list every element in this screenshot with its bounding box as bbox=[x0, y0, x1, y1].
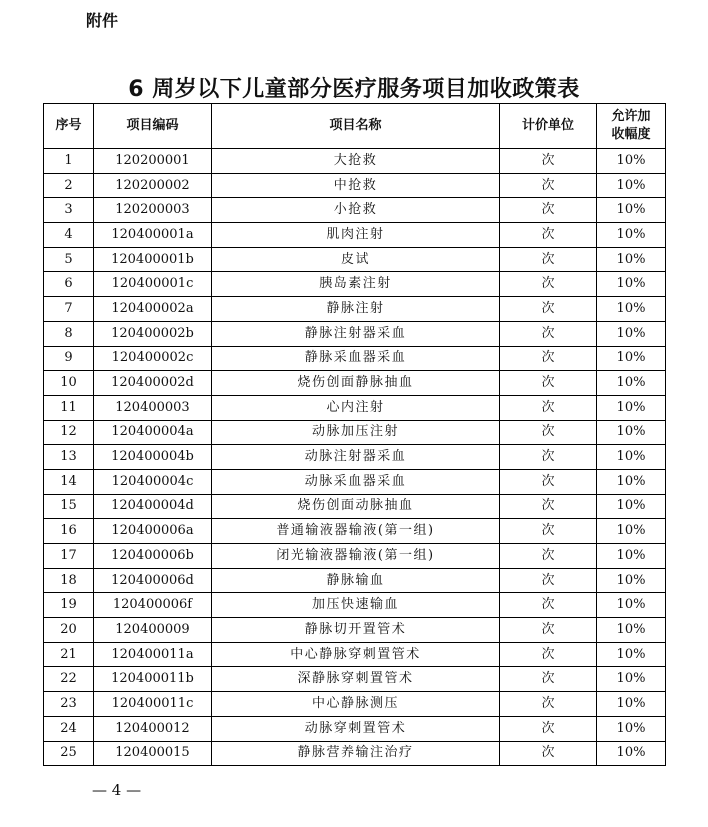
cell-rate: 10% bbox=[597, 198, 666, 223]
cell-code: 120400002d bbox=[94, 371, 212, 396]
table-row bbox=[44, 667, 666, 692]
cell-unit: 次 bbox=[500, 667, 597, 692]
cell-seq: 22 bbox=[44, 667, 94, 692]
cell-name: 静脉切开置管术 bbox=[212, 618, 500, 643]
pricing-table bbox=[43, 103, 666, 766]
cell-name: 静脉注射器采血 bbox=[212, 321, 500, 346]
cell-seq: 10 bbox=[44, 371, 94, 396]
cell-code: 120400001c bbox=[94, 272, 212, 297]
cell-name: 中抢救 bbox=[212, 173, 500, 198]
table-row bbox=[44, 223, 666, 248]
cell-seq: 6 bbox=[44, 272, 94, 297]
cell-seq: 7 bbox=[44, 297, 94, 322]
table-row bbox=[44, 420, 666, 445]
cell-rate: 10% bbox=[597, 667, 666, 692]
table-row bbox=[44, 716, 666, 741]
cell-rate: 10% bbox=[597, 420, 666, 445]
table-row bbox=[44, 321, 666, 346]
cell-rate: 10% bbox=[597, 618, 666, 643]
cell-name: 闭光输液器输液(第一组) bbox=[212, 544, 500, 569]
table-row bbox=[44, 494, 666, 519]
cell-code: 120400004c bbox=[94, 469, 212, 494]
cell-seq: 3 bbox=[44, 198, 94, 223]
cell-code: 120400006b bbox=[94, 544, 212, 569]
cell-code: 120400006d bbox=[94, 568, 212, 593]
cell-seq: 18 bbox=[44, 568, 94, 593]
cell-name: 动脉采血器采血 bbox=[212, 469, 500, 494]
cell-unit: 次 bbox=[500, 371, 597, 396]
cell-name: 小抢救 bbox=[212, 198, 500, 223]
cell-rate: 10% bbox=[597, 692, 666, 717]
cell-unit: 次 bbox=[500, 692, 597, 717]
cell-rate: 10% bbox=[597, 321, 666, 346]
cell-rate: 10% bbox=[597, 469, 666, 494]
cell-code: 120400009 bbox=[94, 618, 212, 643]
cell-name: 静脉输血 bbox=[212, 568, 500, 593]
cell-rate: 10% bbox=[597, 247, 666, 272]
table-row bbox=[44, 149, 666, 174]
cell-name: 普通输液器输液(第一组) bbox=[212, 519, 500, 544]
table-row bbox=[44, 544, 666, 569]
cell-seq: 2 bbox=[44, 173, 94, 198]
cell-code: 120400004b bbox=[94, 445, 212, 470]
cell-rate: 10% bbox=[597, 395, 666, 420]
cell-unit: 次 bbox=[500, 173, 597, 198]
table-row bbox=[44, 272, 666, 297]
cell-code: 120400002a bbox=[94, 297, 212, 322]
cell-seq: 1 bbox=[44, 149, 94, 174]
cell-code: 120400011b bbox=[94, 667, 212, 692]
cell-rate: 10% bbox=[597, 741, 666, 766]
cell-seq: 12 bbox=[44, 420, 94, 445]
cell-seq: 4 bbox=[44, 223, 94, 248]
cell-name: 肌肉注射 bbox=[212, 223, 500, 248]
cell-seq: 20 bbox=[44, 618, 94, 643]
cell-name: 静脉营养输注治疗 bbox=[212, 741, 500, 766]
table-row bbox=[44, 247, 666, 272]
header-name: 项目名称 bbox=[212, 104, 500, 149]
page-number: — 4 — bbox=[92, 781, 142, 799]
cell-rate: 10% bbox=[597, 223, 666, 248]
cell-code: 120200002 bbox=[94, 173, 212, 198]
table-row bbox=[44, 371, 666, 396]
cell-unit: 次 bbox=[500, 618, 597, 643]
cell-unit: 次 bbox=[500, 469, 597, 494]
cell-unit: 次 bbox=[500, 247, 597, 272]
cell-name: 烧伤创面动脉抽血 bbox=[212, 494, 500, 519]
cell-code: 120400004a bbox=[94, 420, 212, 445]
cell-code: 120400015 bbox=[94, 741, 212, 766]
cell-rate: 10% bbox=[597, 371, 666, 396]
cell-code: 120200001 bbox=[94, 149, 212, 174]
table-row bbox=[44, 593, 666, 618]
cell-name: 心内注射 bbox=[212, 395, 500, 420]
cell-seq: 17 bbox=[44, 544, 94, 569]
cell-rate: 10% bbox=[597, 519, 666, 544]
cell-rate: 10% bbox=[597, 494, 666, 519]
cell-unit: 次 bbox=[500, 297, 597, 322]
cell-unit: 次 bbox=[500, 321, 597, 346]
cell-code: 120400001b bbox=[94, 247, 212, 272]
header-code: 项目编码 bbox=[94, 104, 212, 149]
cell-seq: 5 bbox=[44, 247, 94, 272]
cell-rate: 10% bbox=[597, 346, 666, 371]
cell-unit: 次 bbox=[500, 272, 597, 297]
cell-seq: 21 bbox=[44, 642, 94, 667]
cell-name: 中心静脉测压 bbox=[212, 692, 500, 717]
cell-rate: 10% bbox=[597, 272, 666, 297]
table-header-row bbox=[44, 104, 666, 149]
cell-code: 120400012 bbox=[94, 716, 212, 741]
cell-seq: 19 bbox=[44, 593, 94, 618]
cell-rate: 10% bbox=[597, 297, 666, 322]
cell-name: 静脉注射 bbox=[212, 297, 500, 322]
cell-seq: 24 bbox=[44, 716, 94, 741]
cell-seq: 11 bbox=[44, 395, 94, 420]
cell-seq: 15 bbox=[44, 494, 94, 519]
cell-unit: 次 bbox=[500, 420, 597, 445]
cell-unit: 次 bbox=[500, 198, 597, 223]
cell-unit: 次 bbox=[500, 568, 597, 593]
cell-seq: 16 bbox=[44, 519, 94, 544]
header-rate-line2: 收幅度 bbox=[611, 127, 651, 142]
cell-seq: 25 bbox=[44, 741, 94, 766]
table-row bbox=[44, 297, 666, 322]
table-row bbox=[44, 618, 666, 643]
cell-rate: 10% bbox=[597, 445, 666, 470]
cell-unit: 次 bbox=[500, 445, 597, 470]
header-rate bbox=[597, 104, 666, 149]
cell-unit: 次 bbox=[500, 544, 597, 569]
cell-code: 120400003 bbox=[94, 395, 212, 420]
cell-rate: 10% bbox=[597, 544, 666, 569]
cell-name: 中心静脉穿刺置管术 bbox=[212, 642, 500, 667]
table-row bbox=[44, 173, 666, 198]
cell-rate: 10% bbox=[597, 593, 666, 618]
cell-unit: 次 bbox=[500, 593, 597, 618]
cell-unit: 次 bbox=[500, 223, 597, 248]
attachment-label: 附件 bbox=[86, 11, 119, 30]
table-row bbox=[44, 568, 666, 593]
header-rate-line1: 允许加 bbox=[611, 109, 651, 124]
cell-seq: 8 bbox=[44, 321, 94, 346]
cell-unit: 次 bbox=[500, 716, 597, 741]
cell-name: 加压快速输血 bbox=[212, 593, 500, 618]
cell-name: 胰岛素注射 bbox=[212, 272, 500, 297]
cell-code: 120400011a bbox=[94, 642, 212, 667]
cell-name: 动脉注射器采血 bbox=[212, 445, 500, 470]
cell-code: 120400001a bbox=[94, 223, 212, 248]
cell-code: 120200003 bbox=[94, 198, 212, 223]
cell-unit: 次 bbox=[500, 149, 597, 174]
cell-name: 动脉加压注射 bbox=[212, 420, 500, 445]
cell-name: 皮试 bbox=[212, 247, 500, 272]
cell-code: 120400006f bbox=[94, 593, 212, 618]
cell-seq: 9 bbox=[44, 346, 94, 371]
cell-code: 120400006a bbox=[94, 519, 212, 544]
table-row bbox=[44, 198, 666, 223]
table-row bbox=[44, 395, 666, 420]
cell-code: 120400011c bbox=[94, 692, 212, 717]
page-title: 6 周岁以下儿童部分医疗服务项目加收政策表 bbox=[128, 77, 580, 102]
table-row bbox=[44, 741, 666, 766]
table-row bbox=[44, 519, 666, 544]
cell-seq: 14 bbox=[44, 469, 94, 494]
table-row bbox=[44, 642, 666, 667]
cell-seq: 23 bbox=[44, 692, 94, 717]
cell-rate: 10% bbox=[597, 173, 666, 198]
table-row bbox=[44, 692, 666, 717]
cell-code: 120400004d bbox=[94, 494, 212, 519]
cell-rate: 10% bbox=[597, 716, 666, 741]
cell-rate: 10% bbox=[597, 568, 666, 593]
cell-unit: 次 bbox=[500, 494, 597, 519]
cell-rate: 10% bbox=[597, 642, 666, 667]
cell-name: 静脉采血器采血 bbox=[212, 346, 500, 371]
cell-unit: 次 bbox=[500, 346, 597, 371]
cell-name: 大抢救 bbox=[212, 149, 500, 174]
cell-unit: 次 bbox=[500, 395, 597, 420]
cell-seq: 13 bbox=[44, 445, 94, 470]
cell-unit: 次 bbox=[500, 642, 597, 667]
cell-name: 烧伤创面静脉抽血 bbox=[212, 371, 500, 396]
cell-unit: 次 bbox=[500, 519, 597, 544]
cell-unit: 次 bbox=[500, 741, 597, 766]
cell-code: 120400002c bbox=[94, 346, 212, 371]
cell-name: 深静脉穿刺置管术 bbox=[212, 667, 500, 692]
header-seq: 序号 bbox=[44, 104, 94, 149]
header-unit: 计价单位 bbox=[500, 104, 597, 149]
table-row bbox=[44, 346, 666, 371]
table-row bbox=[44, 445, 666, 470]
cell-name: 动脉穿刺置管术 bbox=[212, 716, 500, 741]
table-row bbox=[44, 469, 666, 494]
cell-rate: 10% bbox=[597, 149, 666, 174]
cell-code: 120400002b bbox=[94, 321, 212, 346]
